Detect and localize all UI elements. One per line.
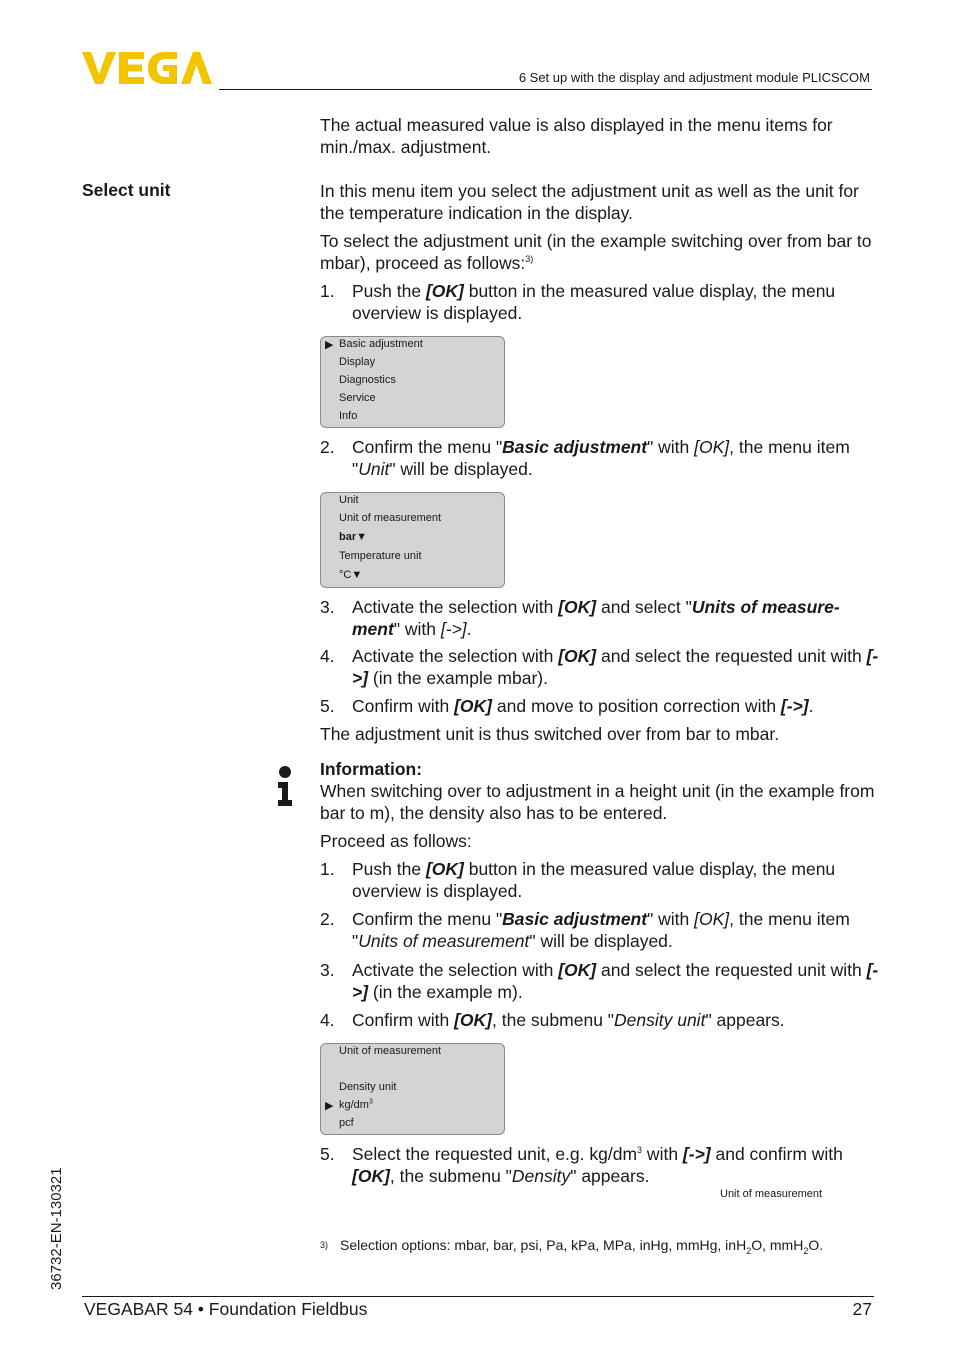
dropdown-arrow-icon: ▼ [356, 531, 368, 543]
list-item: 1. Push the [OK] button in the measured value display, the menu overview is displayed. [320, 859, 836, 901]
information-title: Information: [320, 759, 423, 779]
select-unit-paragraph-1: In this menu item you select the adjustment unit as well as the unit for the temperature indication in the display. [320, 181, 859, 223]
document-id: 36732-EN-130321 [48, 1167, 65, 1290]
display-density-unit-menu: Unit of measurement Density unit ▶ $kg/dm^3$ pcf [320, 1043, 505, 1135]
list-item: 3. Activate the selection with [OK] and select "Units of measure-ment" with [->]. [320, 597, 840, 639]
selection-arrow-icon: ▶ [325, 1100, 334, 1112]
information-block: Information: When switching over to adjustment in a height unit (in the example from bar to m), the density also has to be entered. [320, 759, 875, 823]
list-item: 2. Confirm the menu "Basic adjustment" with [OK], the menu item "Units of measurement" will be displayed. [320, 909, 850, 951]
list-item: 4. Activate the selection with [OK] and select the requested unit with [->] (in the example mbar). [320, 646, 879, 688]
display-caption: Unit of measurement [720, 1188, 823, 1200]
page-number: 27 [852, 1299, 872, 1319]
intro-paragraph: The actual measured value is also displayed in the menu items for min./max. adjustment. [320, 115, 833, 157]
list-item: 5. Select the requested unit, e.g. $kg/dm^3$ with [->] and confirm with [OK], the submenu "Density" appears. [320, 1144, 843, 1186]
footnote-ref: 3) [525, 254, 534, 265]
list-item: 5. Confirm with [OK] and move to position correction with [->]. [320, 696, 814, 716]
footer-divider [82, 1296, 874, 1297]
header-divider [219, 89, 872, 90]
footer-product: VEGABAR 54 • Foundation Fieldbus [84, 1299, 368, 1319]
vega-logo [82, 52, 212, 84]
select-unit-heading: Select unit [82, 180, 171, 200]
header-section-title: 6 Set up with the display and adjustment module PLICSCOM [518, 70, 870, 85]
list-item: 4. Confirm with [OK], the submenu "Density unit" appears. [320, 1010, 785, 1030]
select-unit-paragraph-2: To select the adjustment unit (in the example switching over from bar to mbar), proceed as follows:$^{3)}$ [320, 231, 872, 273]
dropdown-arrow-icon: ▼ [351, 569, 363, 581]
proceed-paragraph: Proceed as follows: [320, 831, 472, 851]
list-item: 2. Confirm the menu "Basic adjustment" with [OK], the menu item "Unit" will be displayed. [320, 437, 850, 479]
display-unit-menu: Unit Unit of measurement bar▼ Temperature unit °C▼ [320, 492, 505, 588]
result-paragraph: The adjustment unit is thus switched over from bar to mbar. [320, 724, 780, 744]
display-menu-overview: ▶ Basic adjustment Display Diagnostics Service Info [320, 336, 505, 428]
footnote: 3) Selection options: mbar, bar, psi, Pa, kPa, MPa, inHg, mmHg, inH$_2$O, mmH$_2$O. [320, 1237, 824, 1256]
list-item: 3. Activate the selection with [OK] and select the requested unit with [->] (in the example m). [320, 960, 879, 1002]
info-icon [275, 765, 295, 807]
list-item: 1. Push the [OK] button in the measured value display, the menu overview is displayed. [320, 281, 836, 323]
selection-arrow-icon: ▶ [325, 339, 334, 351]
